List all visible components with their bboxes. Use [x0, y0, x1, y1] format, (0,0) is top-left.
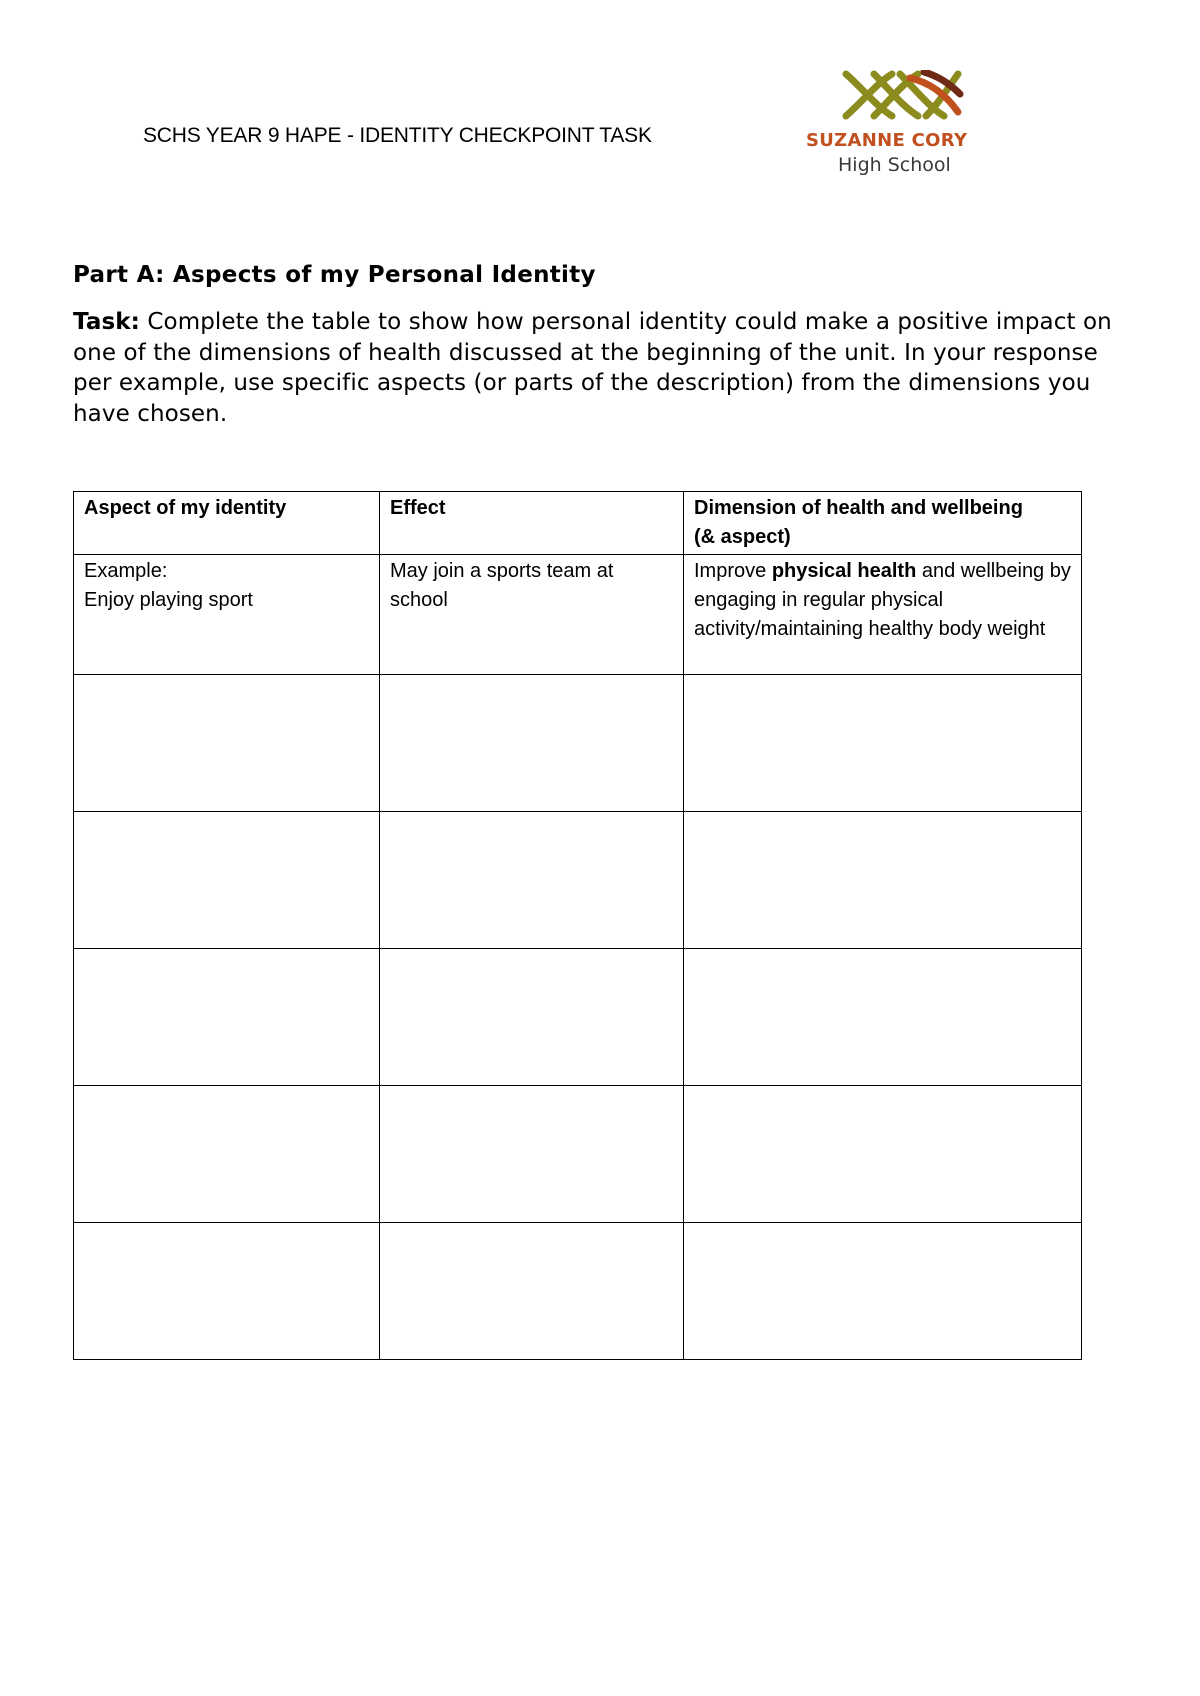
header-aspect: Aspect of my identity: [74, 492, 380, 555]
header-dimension-line1: Dimension of health and wellbeing: [694, 497, 1023, 519]
task-text: Complete the table to show how personal identity could make a positive impact on one of the dimensions of health discussed at the beginning of the unit. In your response per example, use specific aspects (or parts of the description) from the dimensions you have chosen.: [73, 309, 1112, 427]
response-dimension-cell[interactable]: [684, 1223, 1082, 1360]
example-dimension-cell: [684, 555, 1082, 675]
response-row-2: [74, 812, 1082, 949]
response-row-1: [74, 675, 1082, 812]
example-effect-cell: May join a sports team at school: [380, 555, 684, 675]
response-effect-cell[interactable]: [380, 675, 684, 812]
response-dimension-cell[interactable]: [684, 949, 1082, 1086]
school-logo: [803, 70, 1003, 180]
response-aspect-cell[interactable]: [74, 1086, 380, 1223]
example-dimension-after: and wellbeing by engaging in regular physical activity/maintaining healthy body weight: [694, 560, 1071, 640]
response-aspect-cell[interactable]: [74, 949, 380, 1086]
example-aspect: Enjoy playing sport: [84, 589, 253, 611]
example-dimension-before: Improve: [694, 560, 772, 582]
example-aspect-cell: [74, 555, 380, 675]
example-row: [74, 555, 1082, 675]
response-dimension-cell[interactable]: [684, 812, 1082, 949]
document-title: SCHS YEAR 9 HAPE - IDENTITY CHECKPOINT TASK: [143, 124, 652, 147]
response-row-4: [74, 1086, 1082, 1223]
response-effect-cell[interactable]: [380, 1086, 684, 1223]
part-a-heading: Part A: Aspects of my Personal Identity: [73, 262, 596, 288]
response-row-5: [74, 1223, 1082, 1360]
response-dimension-cell[interactable]: [684, 1086, 1082, 1223]
task-instructions: [73, 307, 1143, 429]
header-effect: Effect: [380, 492, 684, 555]
school-logo-emblem-icon: [840, 70, 966, 120]
header-dimension-line2: (& aspect): [694, 526, 791, 548]
response-effect-cell[interactable]: [380, 812, 684, 949]
response-aspect-cell[interactable]: [74, 1223, 380, 1360]
response-effect-cell[interactable]: [380, 949, 684, 1086]
response-effect-cell[interactable]: [380, 1223, 684, 1360]
response-row-3: [74, 949, 1082, 1086]
example-dimension-bold: physical health: [771, 560, 917, 582]
response-dimension-cell[interactable]: [684, 675, 1082, 812]
identity-table: [73, 491, 1082, 1360]
response-aspect-cell[interactable]: [74, 675, 380, 812]
school-logo-name: SUZANNE CORY: [806, 130, 968, 151]
table-header-row: [74, 492, 1082, 555]
task-label: Task:: [73, 309, 140, 335]
school-logo-subtitle: High School: [838, 154, 951, 176]
example-label: Example:: [84, 560, 168, 582]
header-dimension: [684, 492, 1082, 555]
response-aspect-cell[interactable]: [74, 812, 380, 949]
